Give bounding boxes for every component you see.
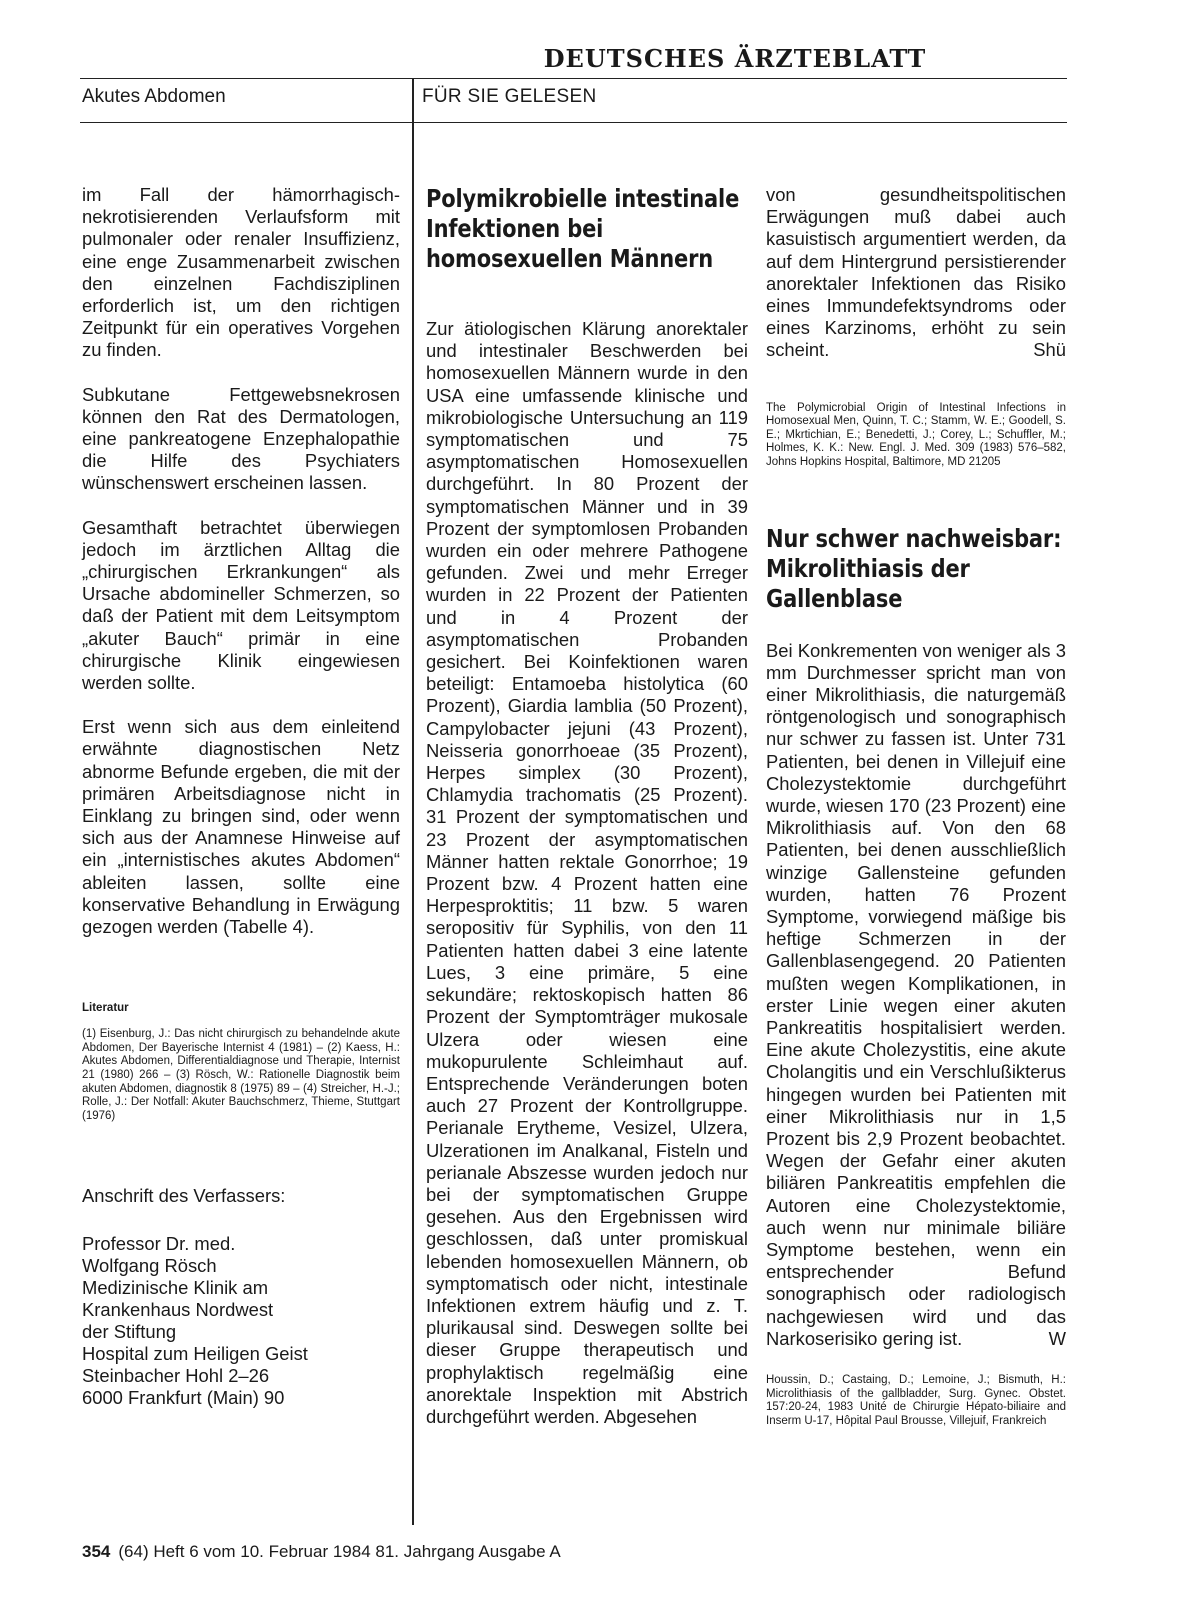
literature-text: (1) Eisenburg, J.: Das nicht chirurgisch zu behandelnde akute Abdomen, Der Bayerische Internist 4 (1981) – (2) Kaess, H.: Akutes Abdomen, Differentialdiagnose und Therapie, Internist 21 (1980) 266 – (3) Rösch, W.: Rationelle Diagnostik beim akuten Abdomen, diagnostik 8 (1975) 89 – (4) Streicher, H.-J.; Rolle, J.: Der Notfall: Akuter Bauchschmerz, Thieme, Stuttgart (1976) [82,1028,400,1122]
address-line: der Stiftung [82,1321,177,1343]
article-2-signature: W [1048,1327,1066,1349]
article-1-headline: Polymikrobielle intestinale Infektionen bei homosexuellen Männern [426,184,740,273]
article-2-reference: Houssin, D.; Castaing, D.; Lemoine, J.; Bismuth, H.: Microlithiasis of the gallbladder, Surg. Gynec. Obstet. 157:20-24, 1983 Unité de Chirurgie Hépato-biliaire and Inserm U-17, Hôpital Paul Brousse, Villejuif, Frankreich [766,1374,1066,1427]
column-divider [412,79,414,1525]
middle-column [426,184,748,1428]
article-1-signature: Shü [1033,339,1066,361]
literature-heading: Literatur [82,1002,129,1015]
section-label-left: Akutes Abdomen [82,86,226,107]
address-line: Krankenhaus Nordwest [82,1299,274,1321]
left-paragraph-4: Erst wenn sich aus dem einleitend erwähnte diagnostischen Netz abnorme Befunde ergeben, die mit der primären Arbeitsdiagnose nicht in Einklang zu bringen sind, oder wenn sich aus der Anamnese Hinweise auf ein „internistisches akutes Abdomen“ ableiten lassen, sollte eine konservative Behandlung in Erwägung gezogen werden (Tabelle 4). [82,716,400,938]
article-2-headline: Nur schwer nachweisbar: Mikrolithiasis der Gallenblase [766,523,1062,613]
article-1-body: Zur ätiologischen Klärung anorektaler und intestinaler Beschwerden bei homosexuellen Männern wurde in den USA eine umfassende klinische und mikrobiologische Untersuchung an 119 symptomatischen und 75 asymptomatischen Homosexuellen durchgeführt. In 80 Prozent der symptomatischen Männer und in 39 Prozent der symptomlosen Probanden wurden ein oder mehrere Pathogene gefunden. Zwei und mehr Erreger wurden in 22 Prozent der Patienten und in 4 Prozent der asymptomatischen Probanden gesichert. Bei Koinfektionen waren beteiligt: Entamoeba histolytica (60 Prozent), Giardia lamblia (50 Prozent), Campylobacter jejuni (43 Prozent), Neisseria gonorrhoeae (35 Prozent), Herpes simplex (30 Prozent), Chlamydia trachomatis (25 Prozent). 31 Prozent der symptomatischen und 23 Prozent der asymptomatischen Männer hatten rektale Gonorrhoe; 19 Prozent bzw. 4 Prozent hatten eine Herpesproktitis; 11 bzw. 5 waren seropositiv für Syphilis, von den 11 Patienten hatten dabei 3 eine latente Lues, 3 eine primäre, 5 eine sekundäre; rektoskopisch hatten 86 Prozent der Symptomträger mukosale Ulzera oder wiesen eine mukopurulente Schleimhaut auf. Entsprechende Veränderungen boten auch 27 Prozent der Kontrollgruppe. Perianale Erytheme, Vesizel, Ulzera, Ulzerationen im Analkanal, Fisteln und perianale Abszesse wurden jedoch nur bei der symptomatischen Gruppe gesehen. Aus den Ergebnissen wird geschlossen, daß unter promiskual lebenden homosexuellen Männern, ob symptomatisch oder nicht, intestinale Infektionen extrem häufig und z. T. plurikausal sind. Deswegen sollte bei dieser Gruppe therapeutisch und prophylaktisch regelmäßig eine anorektale Inspektion mit Abstrich durchgeführt werden. Abgesehen [426,318,748,1427]
address-line: Professor Dr. med. [82,1233,236,1255]
left-paragraph-1: im Fall der hämorrhagisch-nekrotisierenden Verlaufsform mit pulmonaler oder renaler Insuffizienz, eine enge Zusammenarbeit zwischen den einzelnen Fachdisziplinen erforderlich ist, um den richtigen Zeitpunkt für ein operatives Vorgehen zu finden. [82,184,400,361]
address-line: Wolfgang Rösch [82,1255,217,1277]
address-line: Hospital zum Heiligen Geist [82,1343,308,1365]
author-address [82,1233,400,1409]
header-rule-bottom [80,122,1067,123]
article-2-body [766,640,1066,1351]
left-paragraph-2: Subkutane Fettgewebsnekrosen können den Rat des Dermatologen, eine pankreatogene Enzephalopathie die Hilfe des Psychiaters wünschenswert erscheinen lassen. [82,383,400,494]
address-line: 6000 Frankfurt (Main) 90 [82,1387,285,1409]
article-1-reference: The Polymicrobial Origin of Intestinal Infections in Homosexual Men, Quinn, T. C.; Stamm, W. E.; Goodell, S. E.; Mkrtichian, E.; Benedetti, J.; Corey, L.; Schuffler, M.; Holmes, K. K.: New. Engl. J. Med. 309 (1983) 576–582, Johns Hopkins Hospital, Baltimore, MD 21205 [766,401,1066,468]
right-column [766,184,1066,1428]
article-1-continuation-text: von gesundheitspolitischen Erwägungen muß dabei auch kasuistisch argumentiert werden, da auf dem Hintergrund persistierender anorektaler Infektionen das Risiko eines Immundefektsyndroms oder eines Karzinoms, erhöht zu sein scheint. [766,184,1066,361]
page-number: 354 [82,1542,111,1561]
journal-title: DEUTSCHES ÄRZTEBLATT [543,44,927,73]
page-footer [82,1542,561,1562]
article-1-continuation [766,184,1066,362]
section-label-right: FÜR SIE GELESEN [422,86,597,107]
issue-info: (64) Heft 6 vom 10. Februar 1984 81. Jahrgang Ausgabe A [118,1542,561,1561]
address-heading: Anschrift des Verfassers: [82,1185,286,1207]
article-2-body-text: Bei Konkrementen von weniger als 3 mm Durchmesser spricht man von einer Mikrolithiasis, die naturgemäß röntgenologisch und sonographisch nur schwer zu fassen ist. Unter 731 Patienten, bei denen in Villejuif eine Cholezystektomie durchgeführt wurde, wiesen 170 (23 Prozent) eine Mikrolithiasis auf. Von den 68 Patienten, bei denen ausschließlich winzige Gallensteine gefunden wurden, hatten 76 Prozent Symptome, vorwiegend mäßige bis heftige Schmerzen in der Gallenblasengegend. 20 Patienten mußten wegen Komplikationen, in erster Linie wegen einer akuten Pankreatitis hospitalisiert werden. Eine akute Cholezystitis, eine akute Cholangitis und ein Verschlußikterus hingegen wurden bei Patienten mit einer Mikrolithiasis nur in 1,5 Prozent bis 2,9 Prozent beobachtet. Wegen der Gefahr einer akuten biliären Pankreatitis empfehlen die Autoren eine Cholezystektomie, auch wenn nur minimale biliäre Symptome bestehen, wenn ein entsprechender Befund sonographisch oder radiologisch nachgewiesen wird und das Narkoserisiko gering ist. [766,639,1066,1349]
left-paragraph-3: Gesamthaft betrachtet überwiegen jedoch im ärztlichen Alltag die „chirurgischen Erkrankungen“ als Ursache abdomineller Schmerzen, so daß der Patient mit dem Leitsymptom „akuter Bauch“ primär in eine chirurgische Klinik eingewiesen werden sollte. [82,516,400,694]
left-column [82,184,400,1409]
address-line: Medizinische Klinik am [82,1277,269,1299]
address-line: Steinbacher Hohl 2–26 [82,1365,270,1387]
header-rule-top [80,78,1067,79]
